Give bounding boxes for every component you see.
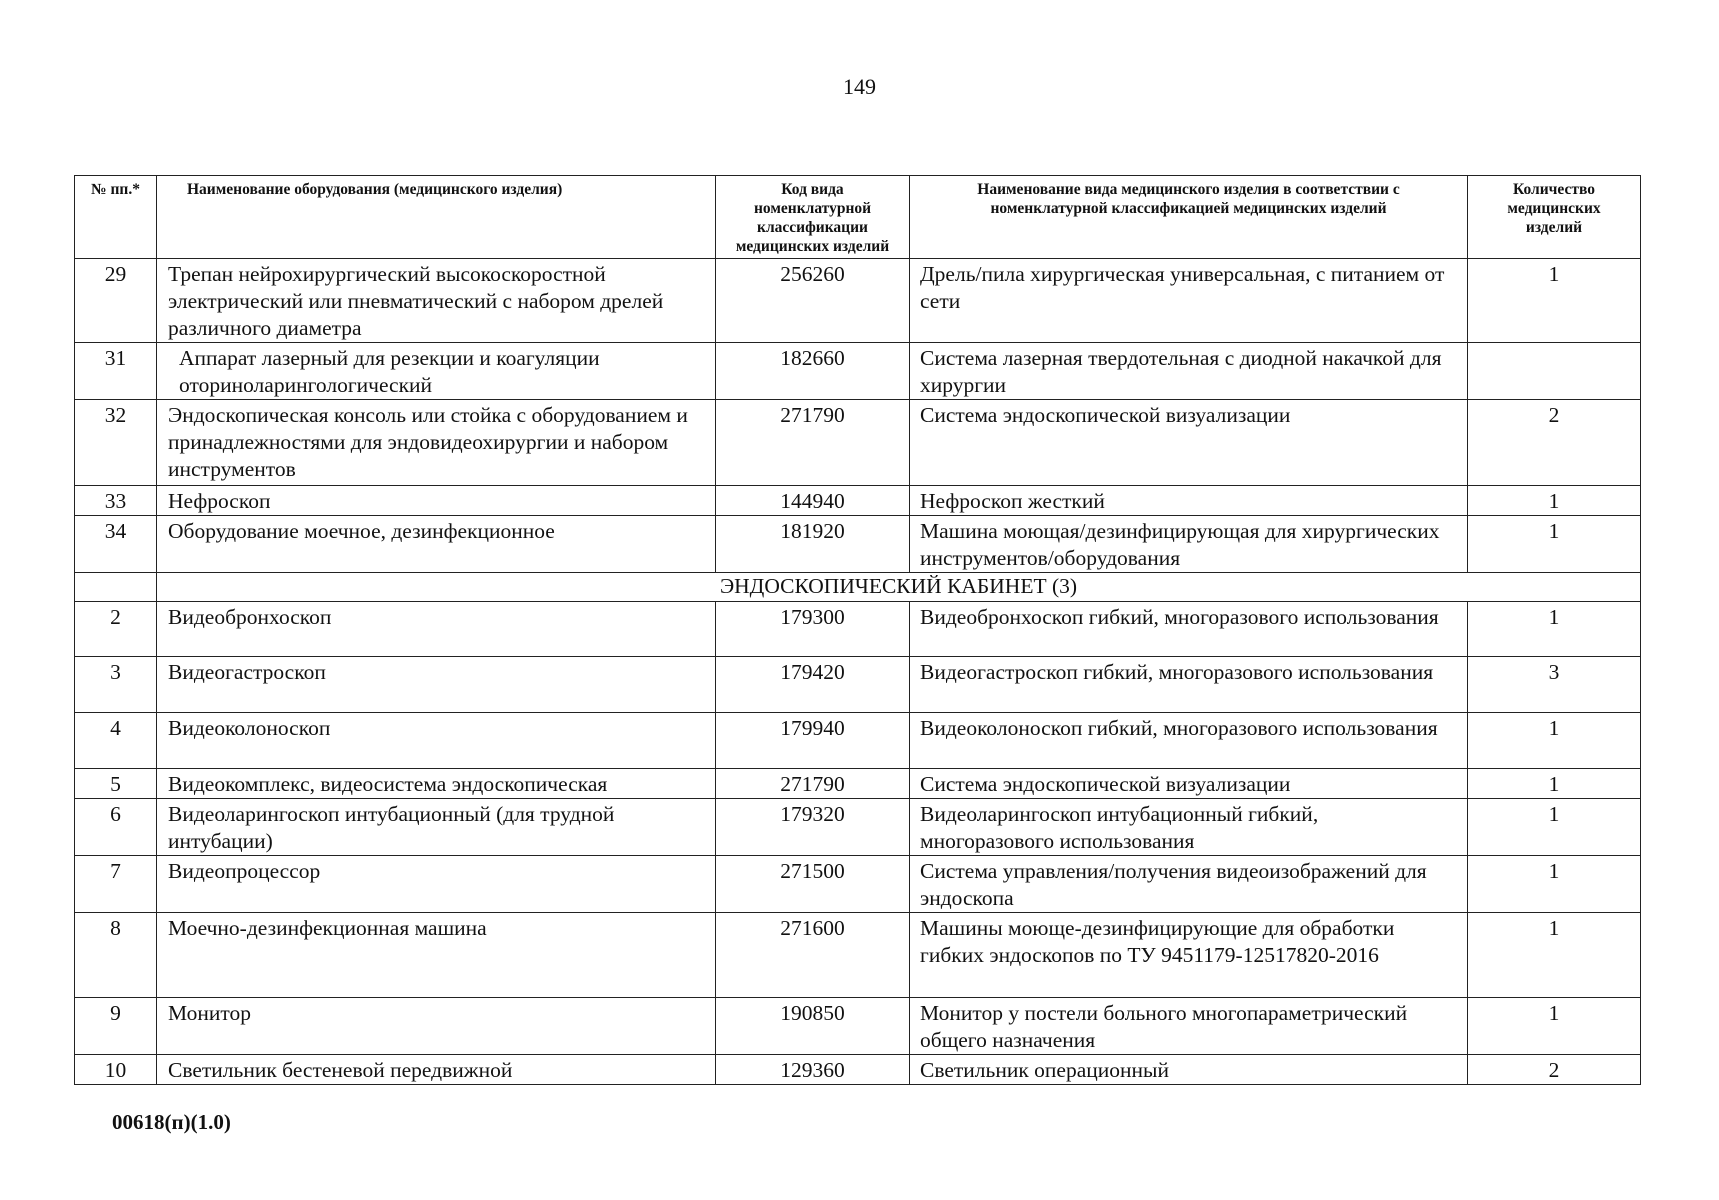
cell-code: 271790	[716, 400, 910, 486]
table-row	[75, 343, 1641, 400]
cell-type: Система эндоскопической визуализации	[910, 400, 1468, 486]
cell-qty: 1	[1468, 486, 1641, 516]
header-type: Наименование вида медицинского изделия в соответствии с номенклатурной классификацией медицинских изделий	[910, 176, 1468, 259]
cell-num: 3	[75, 657, 157, 713]
cell-num: 29	[75, 259, 157, 343]
cell-type: Видеоколоноскоп гибкий, многоразового использования	[910, 713, 1468, 769]
table-row	[75, 799, 1641, 856]
cell-num: 6	[75, 799, 157, 856]
cell-code: 179420	[716, 657, 910, 713]
cell-type: Видеоларингоскоп интубационный гибкий, многоразового использования	[910, 799, 1468, 856]
cell-qty: 1	[1468, 516, 1641, 573]
page-number: 149	[843, 74, 876, 99]
cell-code: 179320	[716, 799, 910, 856]
table-row	[75, 602, 1641, 657]
table-row	[75, 713, 1641, 769]
cell-qty: 1	[1468, 259, 1641, 343]
equipment-table	[74, 175, 1641, 1085]
cell-name: Видеоларингоскоп интубационный (для трудной интубации)	[157, 799, 716, 856]
cell-name: Видеогастроскоп	[157, 657, 716, 713]
cell-type: Видеогастроскоп гибкий, многоразового использования	[910, 657, 1468, 713]
cell-type: Система эндоскопической визуализации	[910, 769, 1468, 799]
section-num-cell	[75, 573, 157, 602]
table-row	[75, 657, 1641, 713]
cell-type: Система управления/получения видеоизображений для эндоскопа	[910, 856, 1468, 913]
cell-qty: 1	[1468, 913, 1641, 998]
table-row	[75, 1055, 1641, 1085]
cell-name: Светильник бестеневой передвижной	[157, 1055, 716, 1085]
table-row	[75, 913, 1641, 998]
cell-code: 181920	[716, 516, 910, 573]
table-row	[75, 856, 1641, 913]
cell-code: 271790	[716, 769, 910, 799]
cell-num: 4	[75, 713, 157, 769]
table-row	[75, 769, 1641, 799]
cell-code: 179300	[716, 602, 910, 657]
cell-name: Эндоскопическая консоль или стойка с оборудованием и принадлежностями для эндовидеохирургии и набором инструментов	[157, 400, 716, 486]
cell-type: Монитор у постели больного многопараметрический общего назначения	[910, 998, 1468, 1055]
cell-qty: 2	[1468, 400, 1641, 486]
cell-qty: 1	[1468, 769, 1641, 799]
cell-num: 2	[75, 602, 157, 657]
cell-code: 182660	[716, 343, 910, 400]
cell-num: 5	[75, 769, 157, 799]
cell-num: 31	[75, 343, 157, 400]
cell-qty: 1	[1468, 602, 1641, 657]
cell-name: Видеопроцессор	[157, 856, 716, 913]
cell-type: Нефроскоп жесткий	[910, 486, 1468, 516]
table-header-row	[75, 176, 1641, 259]
section-row	[75, 573, 1641, 602]
cell-qty: 1	[1468, 998, 1641, 1055]
cell-num: 34	[75, 516, 157, 573]
cell-num: 9	[75, 998, 157, 1055]
cell-name: Трепан нейрохирургический высокоскоростной электрический или пневматический с набором дрелей различного диаметра	[157, 259, 716, 343]
header-name: Наименование оборудования (медицинского изделия)	[157, 176, 716, 259]
cell-qty: 2	[1468, 1055, 1641, 1085]
cell-code: 179940	[716, 713, 910, 769]
cell-name: Видеобронхоскоп	[157, 602, 716, 657]
cell-num: 10	[75, 1055, 157, 1085]
table-row	[75, 400, 1641, 486]
header-code: Код вида номенклатурной классификации медицинских изделий	[716, 176, 910, 259]
cell-type: Светильник операционный	[910, 1055, 1468, 1085]
cell-name: Нефроскоп	[157, 486, 716, 516]
cell-type: Машины моюще-дезинфицирующие для обработки гибких эндоскопов по ТУ 9451179-12517820-2016	[910, 913, 1468, 998]
table-row	[75, 259, 1641, 343]
cell-qty: 1	[1468, 856, 1641, 913]
cell-code: 129360	[716, 1055, 910, 1085]
header-num: № пп.*	[75, 176, 157, 259]
document-code: 00618(п)(1.0)	[112, 1110, 231, 1134]
cell-code: 144940	[716, 486, 910, 516]
cell-name: Монитор	[157, 998, 716, 1055]
cell-type: Видеобронхоскоп гибкий, многоразового использования	[910, 602, 1468, 657]
cell-name: Моечно-дезинфекционная машина	[157, 913, 716, 998]
header-qty: Количество медицинских изделий	[1468, 176, 1641, 259]
table-row	[75, 998, 1641, 1055]
cell-code: 190850	[716, 998, 910, 1055]
cell-num: 33	[75, 486, 157, 516]
cell-name: Аппарат лазерный для резекции и коагуляции оториноларингологический	[157, 343, 716, 400]
cell-code: 271600	[716, 913, 910, 998]
cell-num: 8	[75, 913, 157, 998]
table-row	[75, 516, 1641, 573]
cell-qty: 3	[1468, 657, 1641, 713]
cell-type: Машина моющая/дезинфицирующая для хирургических инструментов/оборудования	[910, 516, 1468, 573]
section-title: ЭНДОСКОПИЧЕСКИЙ КАБИНЕТ (3)	[157, 573, 1641, 602]
cell-num: 7	[75, 856, 157, 913]
cell-code: 271500	[716, 856, 910, 913]
cell-qty	[1468, 343, 1641, 400]
cell-qty: 1	[1468, 713, 1641, 769]
cell-code: 256260	[716, 259, 910, 343]
cell-name: Видеоколоноскоп	[157, 713, 716, 769]
cell-num: 32	[75, 400, 157, 486]
table-row	[75, 486, 1641, 516]
cell-qty: 1	[1468, 799, 1641, 856]
cell-type: Дрель/пила хирургическая универсальная, с питанием от сети	[910, 259, 1468, 343]
cell-type: Система лазерная твердотельная с диодной накачкой для хирургии	[910, 343, 1468, 400]
cell-name: Оборудование моечное, дезинфекционное	[157, 516, 716, 573]
cell-name: Видеокомплекс, видеосистема эндоскопическая	[157, 769, 716, 799]
